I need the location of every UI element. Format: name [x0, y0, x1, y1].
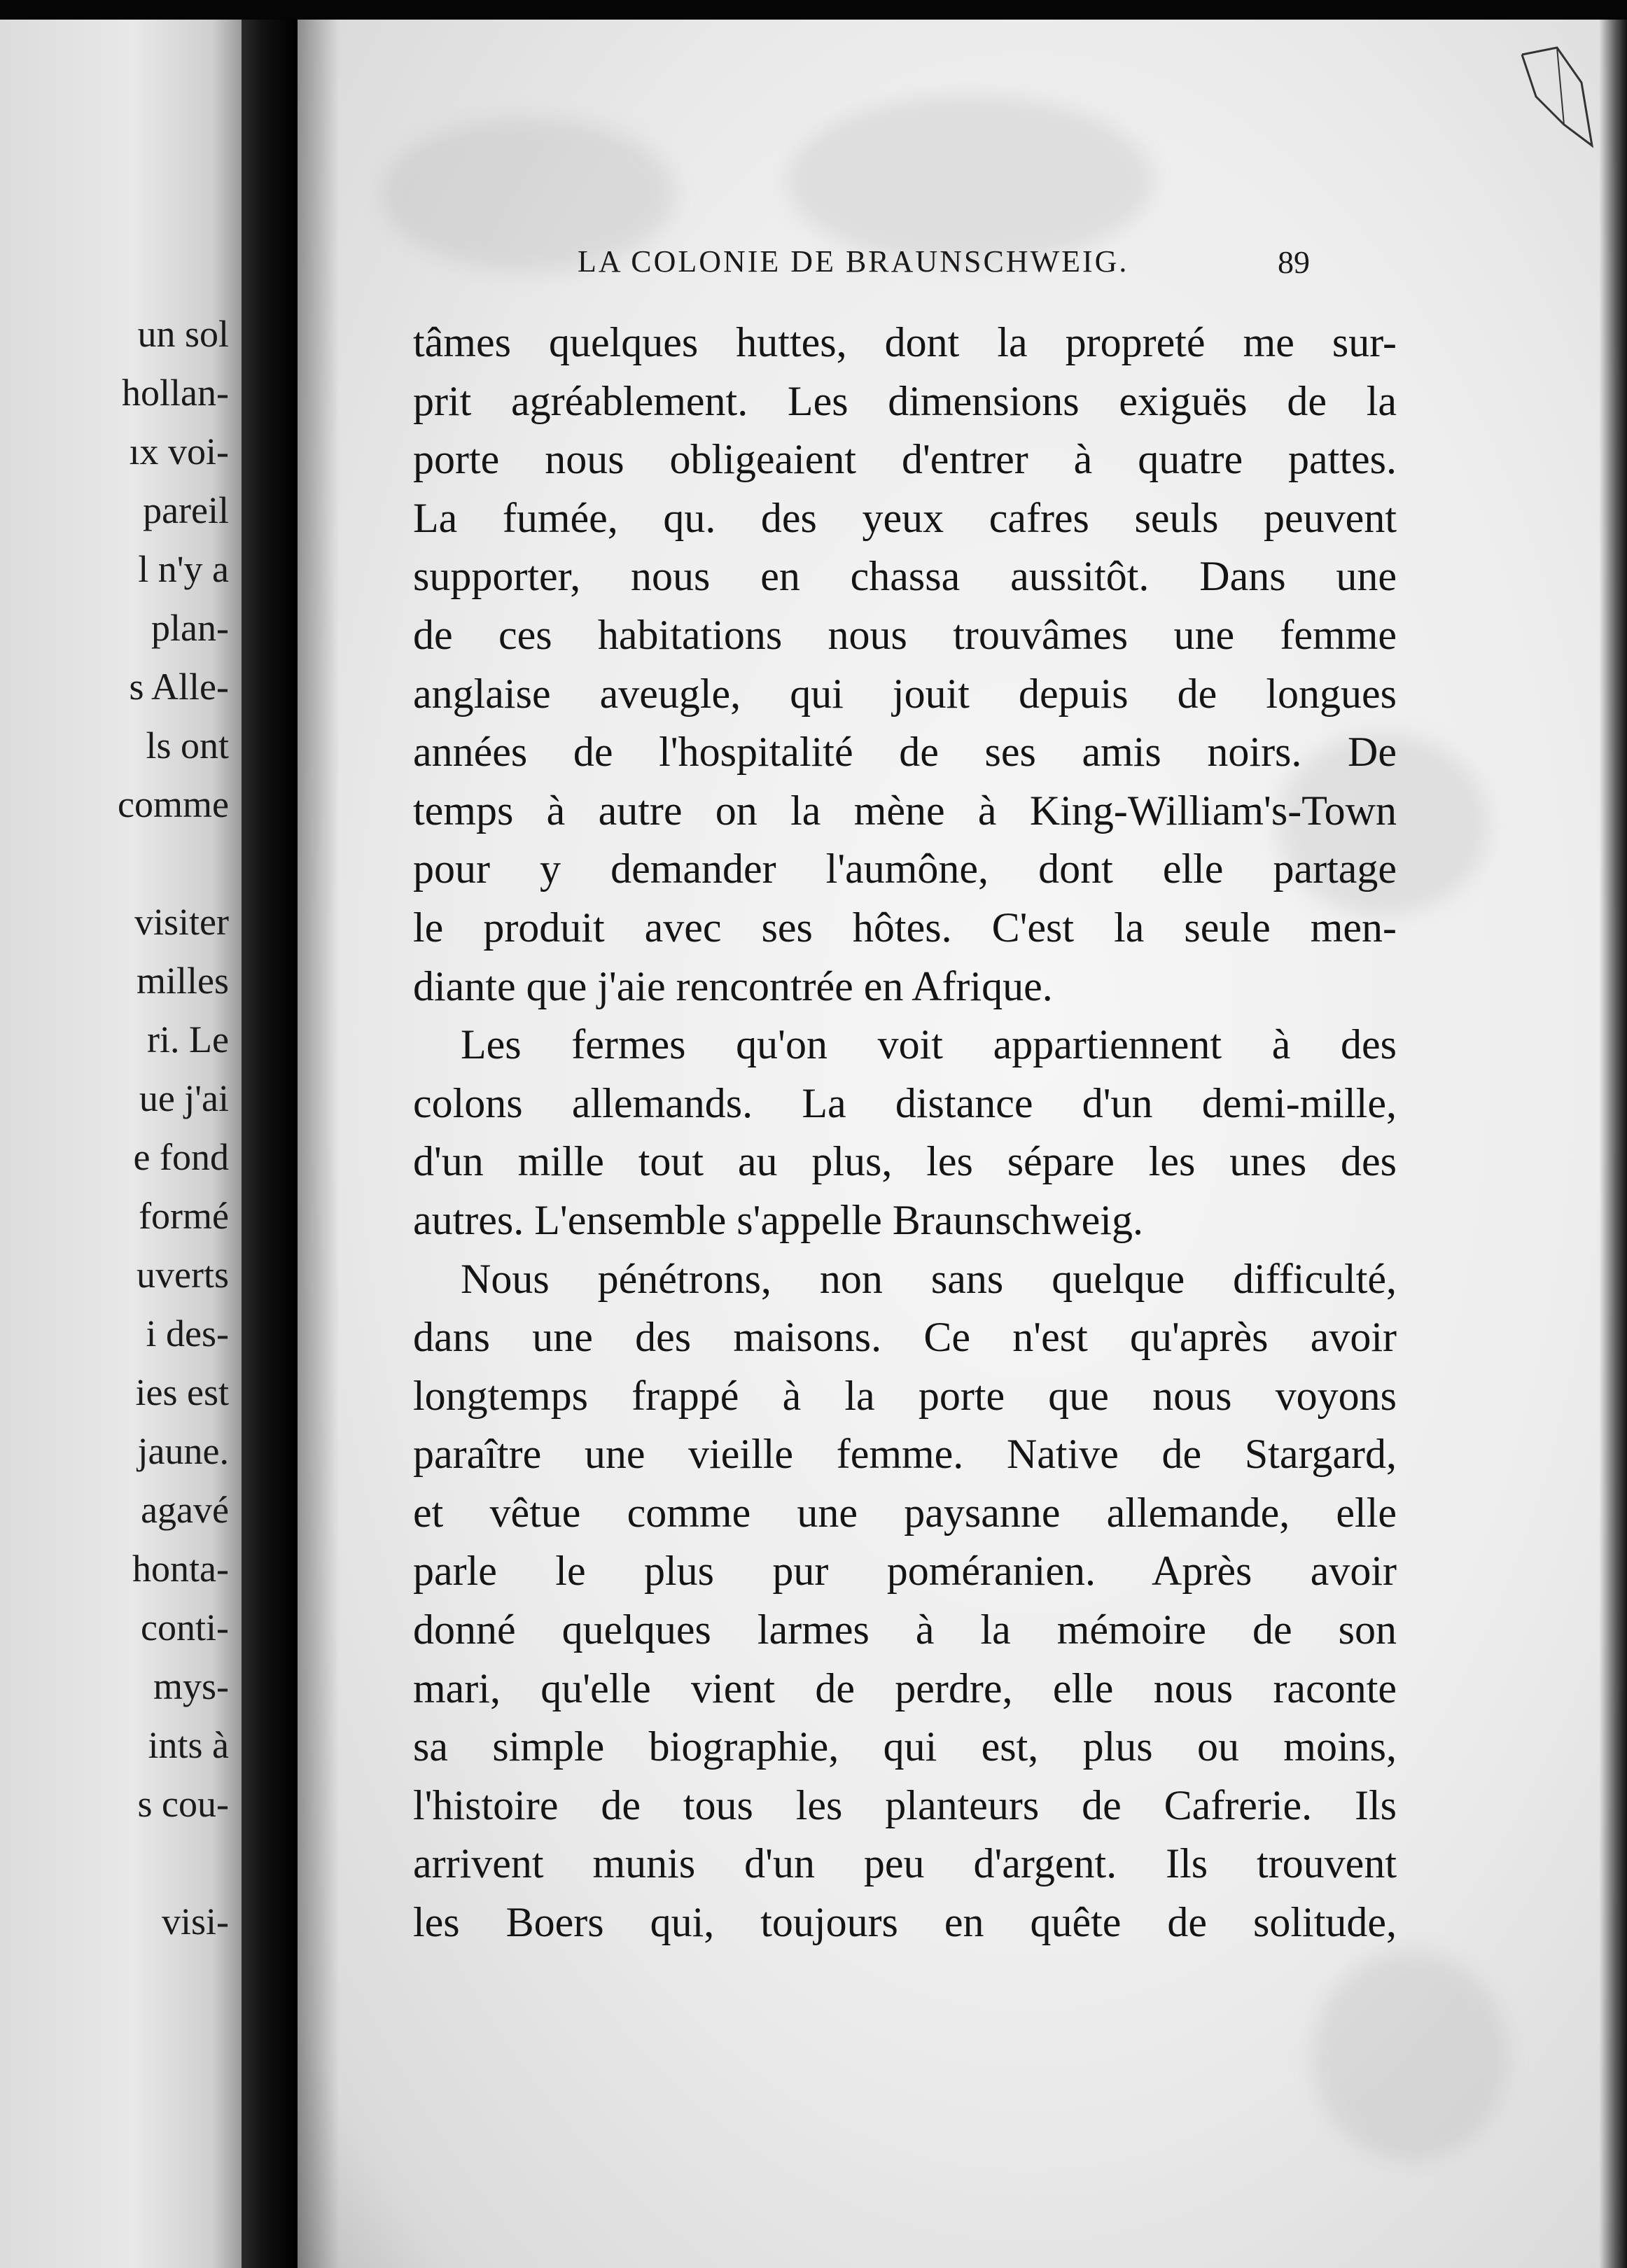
text-line: le produit avec ses hôtes. C'est la seule men-: [413, 904, 1397, 951]
scan-border: [0, 0, 1627, 20]
text-line: années de l'hospitalité de ses amis noirs. De: [413, 729, 1397, 776]
paper-stain: [1313, 1952, 1509, 2162]
text-line: anglaise aveugle, qui jouit depuis de longues: [413, 670, 1397, 717]
text-line: colons allemands. La distance d'un demi-mille,: [413, 1079, 1397, 1126]
left-text-fragment: s cou-: [137, 1783, 229, 1825]
left-text-fragment: visiter: [134, 901, 229, 943]
torn-corner-mark: [1515, 41, 1599, 160]
paper-stain: [788, 97, 1152, 265]
text-line: tâmes quelques huttes, dont la propreté me sur-: [413, 319, 1397, 365]
left-text-fragment: s Alle-: [129, 666, 229, 708]
left-text-fragment: uverts: [137, 1254, 229, 1296]
text-line: d'un mille tout au plus, les sépare les unes des: [413, 1138, 1397, 1185]
text-line: et vêtue comme une paysanne allemande, elle: [413, 1489, 1397, 1536]
text-line: pour y demander l'aumône, dont elle partage: [413, 846, 1397, 892]
left-text-fragment: ue j'ai: [139, 1077, 229, 1119]
gutter-shadow: [298, 20, 340, 2268]
text-line: temps à autre on la mène à King-William's-Town: [413, 787, 1397, 834]
left-text-fragment: milles: [137, 960, 229, 1002]
right-page: [298, 20, 1627, 2268]
text-line: les Boers qui, toujours en quête de solitude,: [413, 1899, 1397, 1946]
left-text-fragment: ls ont: [146, 724, 229, 766]
left-page-fragment: [0, 20, 242, 2268]
left-text-fragment: ints à: [148, 1724, 229, 1766]
page-edge-shadow: [1599, 20, 1627, 2268]
text-line: supporter, nous en chassa aussitôt. Dans une: [413, 553, 1397, 600]
text-line: sa simple biographie, qui est, plus ou moins,: [413, 1723, 1397, 1770]
text-line: l'histoire de tous les planteurs de Cafrerie. Ils: [413, 1782, 1397, 1828]
text-line: paraître une vieille femme. Native de Stargard,: [413, 1431, 1397, 1478]
left-text-fragment: ri. Le: [147, 1018, 229, 1060]
book-gutter: [242, 20, 298, 2268]
text-line: prit agréablement. Les dimensions exiguës de la: [413, 377, 1397, 424]
left-text-fragment: agavé: [141, 1489, 229, 1531]
text-line: dans une des maisons. Ce n'est qu'après avoir: [413, 1314, 1397, 1361]
running-title: LA COLONIE DE BRAUNSCHWEIG.: [578, 244, 1129, 279]
left-text-fragment: plan-: [151, 607, 229, 649]
text-line: mari, qu'elle vient de perdre, elle nous raconte: [413, 1665, 1397, 1712]
text-line: Nous pénétrons, non sans quelque difficulté,: [461, 1255, 1397, 1302]
running-head: [298, 244, 1627, 286]
text-line: de ces habitations nous trouvâmes une femme: [413, 611, 1397, 658]
left-text-fragment: visi-: [161, 1900, 229, 1942]
text-line: Les fermes qu'on voit appartiennent à des: [461, 1021, 1397, 1068]
left-text-fragment: un sol: [137, 313, 229, 355]
text-line: porte nous obligeaient d'entrer à quatre pattes.: [413, 436, 1397, 483]
page-number: 89: [1278, 244, 1310, 280]
left-text-fragment: comme: [118, 783, 229, 825]
left-text-fragment: ies est: [135, 1371, 229, 1413]
left-text-fragment: formé: [139, 1195, 229, 1237]
text-line: La fumée, qu. des yeux cafres seuls peuvent: [413, 494, 1397, 541]
left-text-fragment: i des-: [146, 1312, 229, 1354]
body-text: [413, 314, 1397, 1952]
left-text-fragment: honta-: [132, 1548, 229, 1590]
text-line: arrivent munis d'un peu d'argent. Ils trouvent: [413, 1840, 1397, 1887]
text-line: longtemps frappé à la porte que nous voyons: [413, 1372, 1397, 1419]
left-text-fragment: conti-: [141, 1606, 229, 1648]
left-text-fragment: jaune.: [137, 1430, 229, 1472]
text-line: diante que j'aie rencontrée en Afrique.: [413, 962, 1053, 1009]
text-line: donné quelques larmes à la mémoire de son: [413, 1606, 1397, 1653]
left-text-fragment: e fond: [133, 1136, 229, 1178]
left-text-fragment: hollan-: [122, 372, 229, 414]
left-text-fragment: mys-: [153, 1665, 229, 1707]
left-text-fragment: ıx voi-: [129, 430, 229, 472]
left-text-fragment: pareil: [143, 489, 229, 531]
text-line: parle le plus pur poméranien. Après avoir: [413, 1548, 1397, 1595]
left-text-fragment: l n'y a: [138, 548, 229, 590]
text-line: autres. L'ensemble s'appelle Braunschweig.: [413, 1196, 1143, 1243]
